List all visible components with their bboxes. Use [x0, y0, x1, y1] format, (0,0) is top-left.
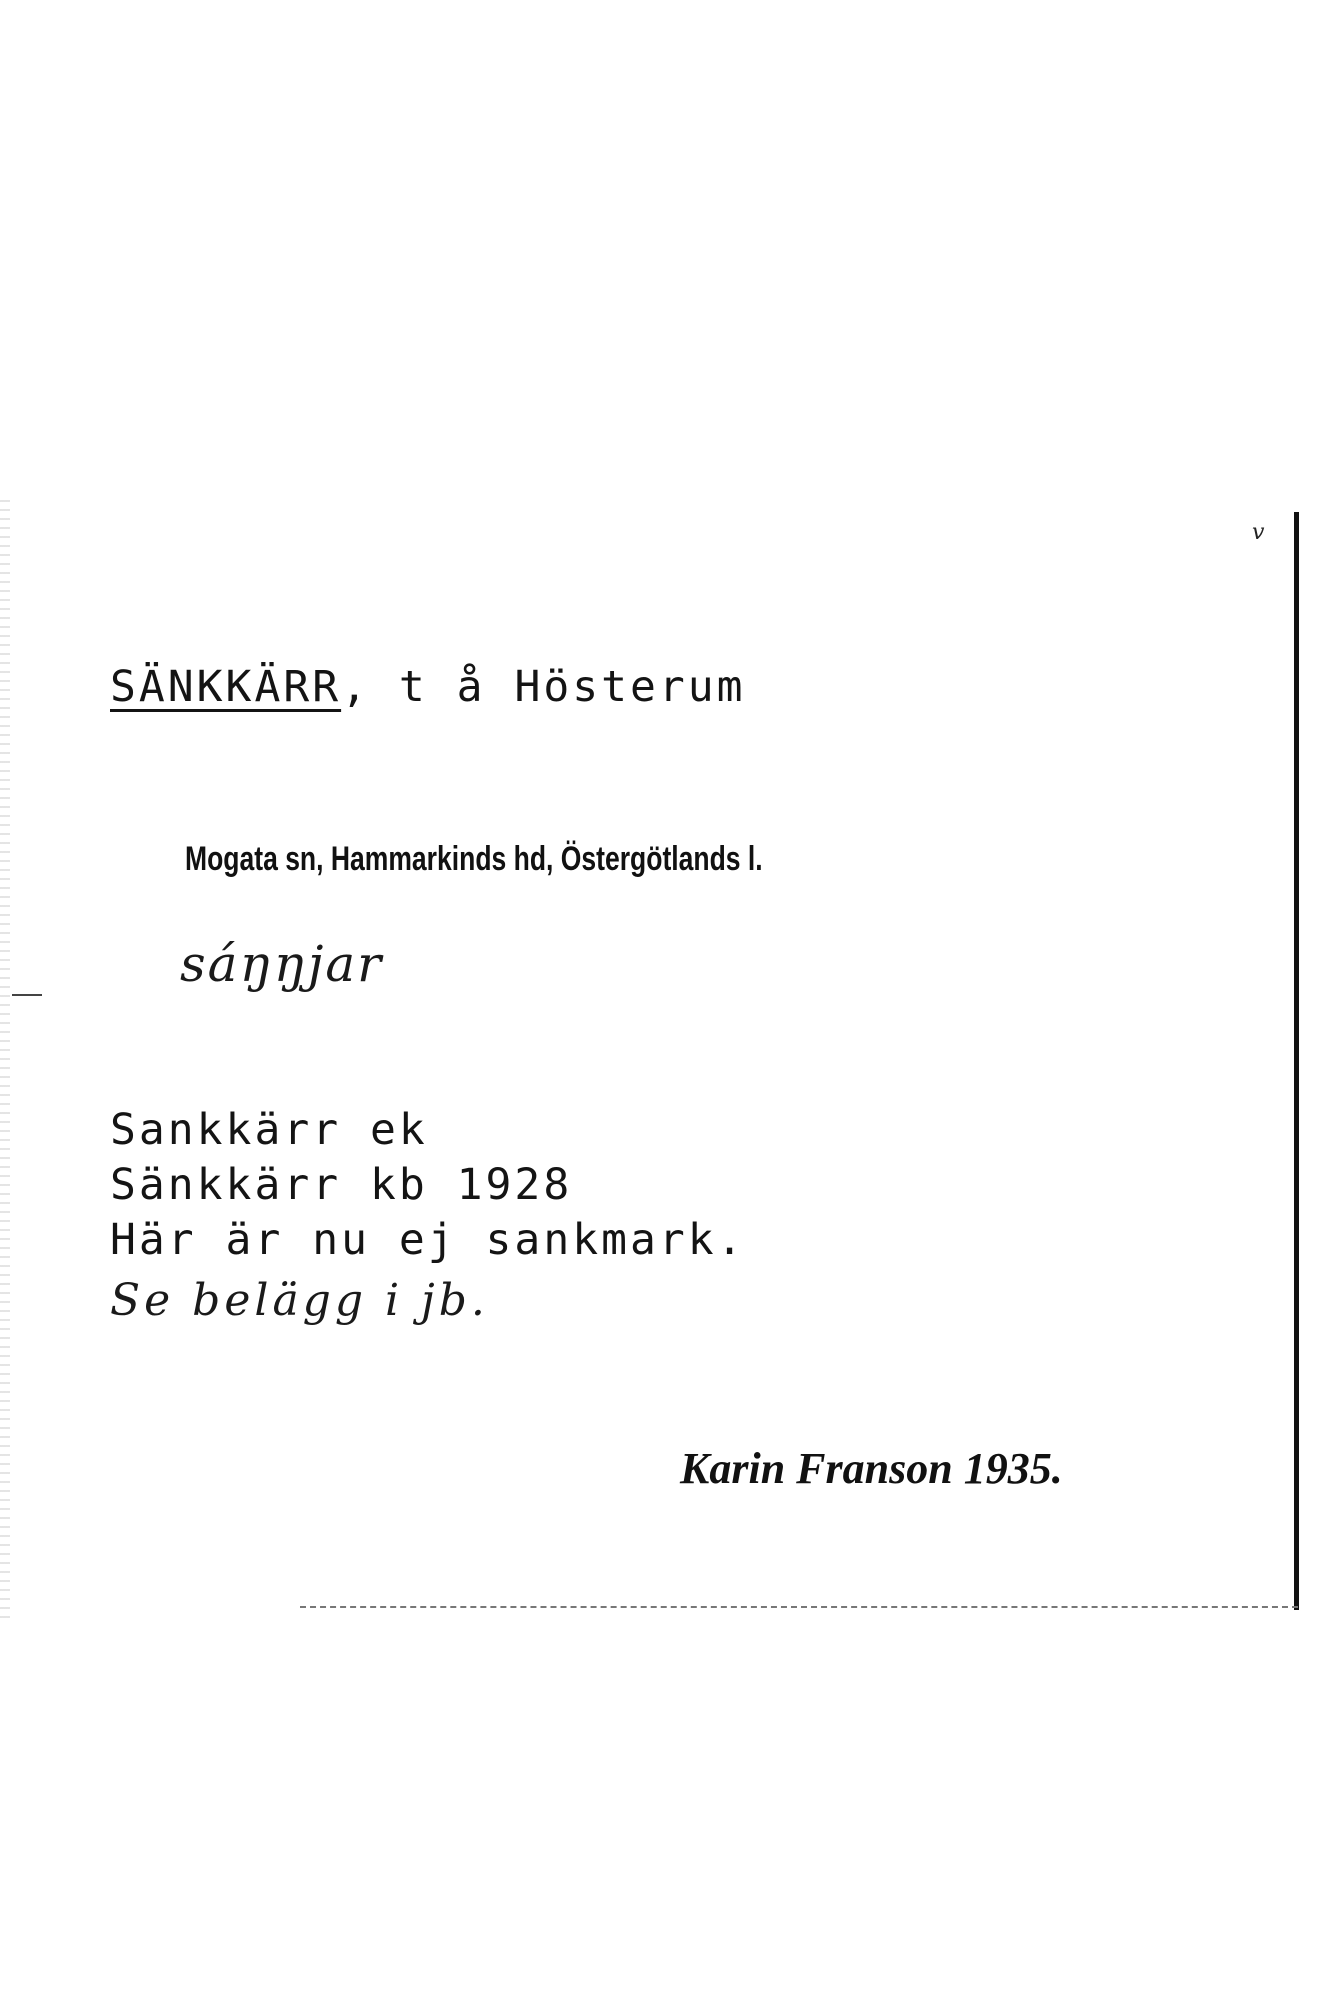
handwritten-note: Se belägg i jb. — [110, 1275, 489, 1326]
card-bottom-border — [300, 1606, 1298, 1608]
headword: SÄNKKÄRR — [110, 662, 342, 712]
check-mark: v — [1252, 520, 1265, 545]
scan-edge — [0, 500, 10, 1620]
typed-line-2: Sänkkärr kb 1928 — [110, 1160, 573, 1210]
signature: Karin Franson 1935. — [680, 1444, 1063, 1493]
typed-line-3: Här är nu ej sankmark. — [110, 1215, 746, 1265]
pronunciation-handwritten: sáŋŋjar — [180, 935, 384, 993]
typed-line-1: Sankkärr ek — [110, 1105, 428, 1155]
parish-line: Mogata sn, Hammarkinds hd, Östergötlands l. — [185, 840, 763, 878]
card-title-line — [110, 662, 746, 712]
headword-location: , t å Hösterum — [341, 662, 746, 712]
margin-tick-mark — [12, 994, 42, 996]
card-right-border — [1294, 512, 1299, 1610]
